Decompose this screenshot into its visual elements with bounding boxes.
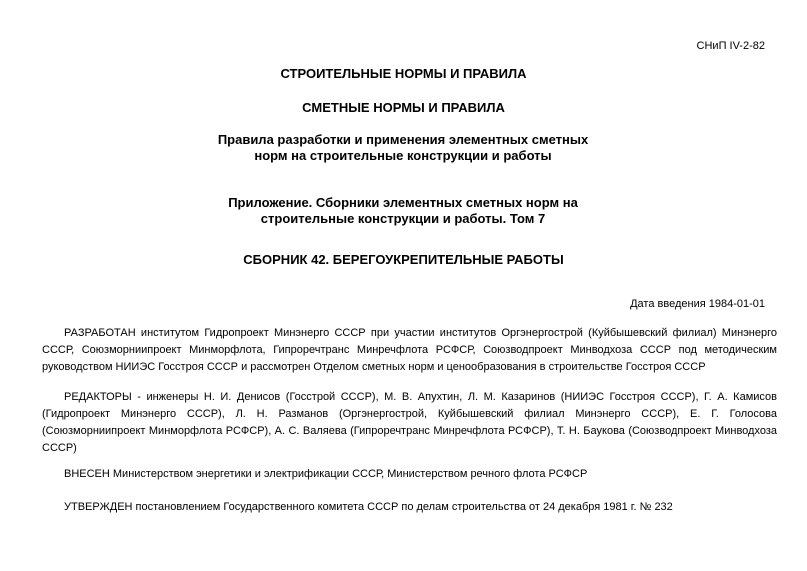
document-code: СНиП IV-2-82 [696, 40, 765, 52]
introduction-date: Дата введения 1984-01-01 [630, 298, 765, 310]
title-line-2: СМЕТНЫЕ НОРМЫ И ПРАВИЛА [302, 100, 505, 115]
editors-paragraph: РЕДАКТОРЫ - инженеры Н. И. Денисов (Госстрой СССР), М. В. Апухтин, Л. М. Казаринов (НИИЭС Госстроя СССР), Г. А. Камисов (Гидропроект Минэнерго СССР), Л. Н. Разманов (Оргэнергострой, Куйбышевский филиал Минэнерго СССР), Е. Г. Голосова (Союзморниипроект Минморфлота РСФСР), А. С. Валяева (Гипроречтранс Минречфлота РСФСР), Т. Н. Баукова (Союзводпроект Минводхоза СССР) [42, 391, 777, 454]
developed-paragraph: РАЗРАБОТАН институтом Гидропроект Минэнерго СССР при участии институтов Оргэнергострой (Куйбышевский филиал) Минэнерго СССР, Союзморниипроект Минморфлота, Гипроречтранс Минречфлота РСФСР, Союзводпроект Минводхоза СССР под методическим руководством НИИЭС Госстроя СССР и рассмотрен Отделом сметных норм и ценообразования в строительстве Госстроя СССР [42, 327, 777, 373]
title-line-4: Приложение. Сборники элементных сметных норм на строительные конструкции и работы. Том 7 [228, 195, 578, 226]
introduced-paragraph: ВНЕСЕН Министерством энергетики и электрификации СССР, Министерством речного флота РСФСР [64, 468, 588, 480]
approved-paragraph: УТВЕРЖДЕН постановлением Государственного комитета СССР по делам строительства от 24 декабря 1981 г. № 232 [64, 501, 673, 513]
title-line-1: СТРОИТЕЛЬНЫЕ НОРМЫ И ПРАВИЛА [280, 66, 527, 81]
title-line-5: СБОРНИК 42. БЕРЕГОУКРЕПИТЕЛЬНЫЕ РАБОТЫ [243, 252, 564, 267]
title-line-3: Правила разработки и применения элементных сметных норм на строительные конструкции и работы [217, 132, 589, 163]
